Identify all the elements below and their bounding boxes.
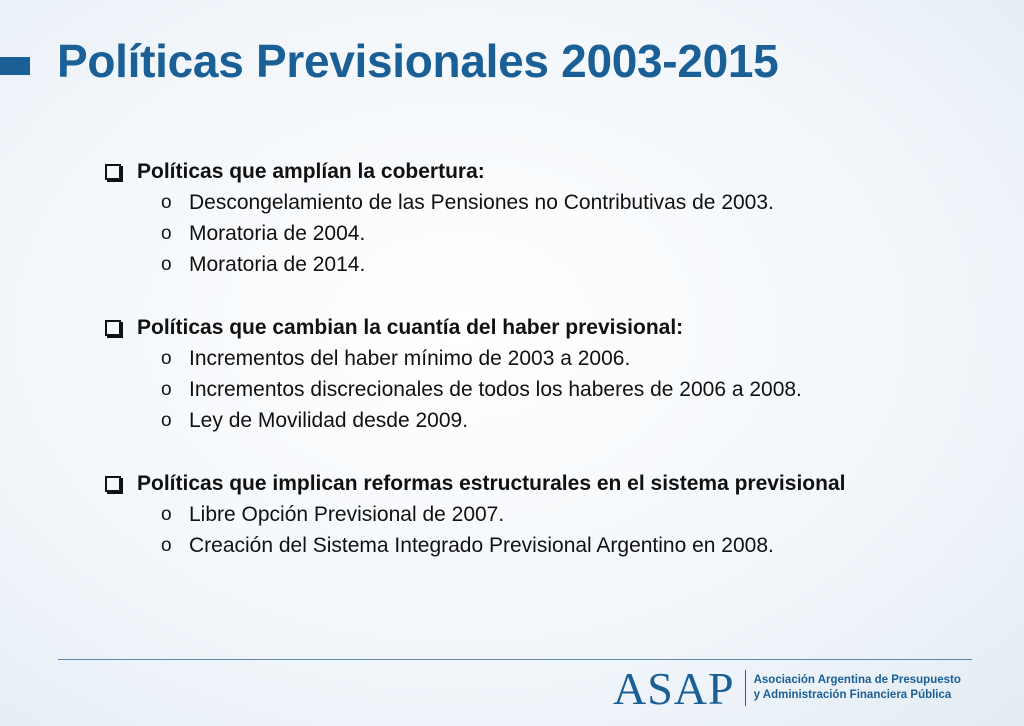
slide-title: Políticas Previsionales 2003-2015 <box>57 35 779 87</box>
section-heading-text: Políticas que amplían la cobertura: <box>137 160 485 183</box>
logo-separator <box>745 670 746 706</box>
bullet-marker: o <box>161 223 172 244</box>
list-item-text: Libre Opción Previsional de 2007. <box>189 503 505 526</box>
list-item <box>105 405 985 436</box>
bullet-marker: o <box>161 410 172 431</box>
checkbox-bullet-icon <box>105 476 121 492</box>
bullet-marker: o <box>161 504 172 525</box>
bullet-marker: o <box>161 348 172 369</box>
bullet-list <box>105 499 985 561</box>
section-heading <box>105 468 985 499</box>
section-heading-text: Políticas que implican reformas estructurales en el sistema previsional <box>137 472 846 495</box>
list-item <box>105 530 985 561</box>
checkbox-bullet-icon <box>105 164 121 180</box>
title-accent-bar <box>0 57 30 75</box>
bullet-list <box>105 187 985 280</box>
list-item-text: Ley de Movilidad desde 2009. <box>189 409 469 432</box>
list-item <box>105 499 985 530</box>
list-item <box>105 249 985 280</box>
list-item-text: Incrementos discrecionales de todos los haberes de 2006 a 2008. <box>189 378 802 401</box>
logo-line-1: Asociación Argentina de Presupuesto <box>753 674 961 686</box>
list-item <box>105 218 985 249</box>
bullet-marker: o <box>161 192 172 213</box>
bullet-list <box>105 343 985 436</box>
list-item-text: Incrementos del haber mínimo de 2003 a 2006. <box>189 347 631 370</box>
list-item <box>105 374 985 405</box>
bullet-marker: o <box>161 535 172 556</box>
checkbox-bullet-icon <box>105 320 121 336</box>
section-heading <box>105 156 985 187</box>
bullet-marker: o <box>161 379 172 400</box>
list-item-text: Moratoria de 2004. <box>189 222 366 245</box>
section-heading <box>105 312 985 343</box>
list-item-text: Creación del Sistema Integrado Previsional Argentino en 2008. <box>189 534 774 557</box>
list-item-text: Moratoria de 2014. <box>189 253 366 276</box>
logo-line-2: y Administración Financiera Pública <box>753 689 952 701</box>
list-item-text: Descongelamiento de las Pensiones no Contributivas de 2003. <box>189 191 774 214</box>
logo-organization-name <box>754 673 961 703</box>
footer-divider <box>58 659 972 660</box>
section-heading-text: Políticas que cambian la cuantía del haber previsional: <box>137 316 684 339</box>
slide-content <box>105 156 985 561</box>
list-item <box>105 343 985 374</box>
bullet-marker: o <box>161 254 172 275</box>
logo-wordmark: ASAP <box>613 662 735 714</box>
section-benefit-amount <box>105 312 985 436</box>
section-structural-reforms <box>105 468 985 561</box>
list-item <box>105 187 985 218</box>
section-coverage <box>105 156 985 280</box>
asap-logo <box>613 664 961 712</box>
